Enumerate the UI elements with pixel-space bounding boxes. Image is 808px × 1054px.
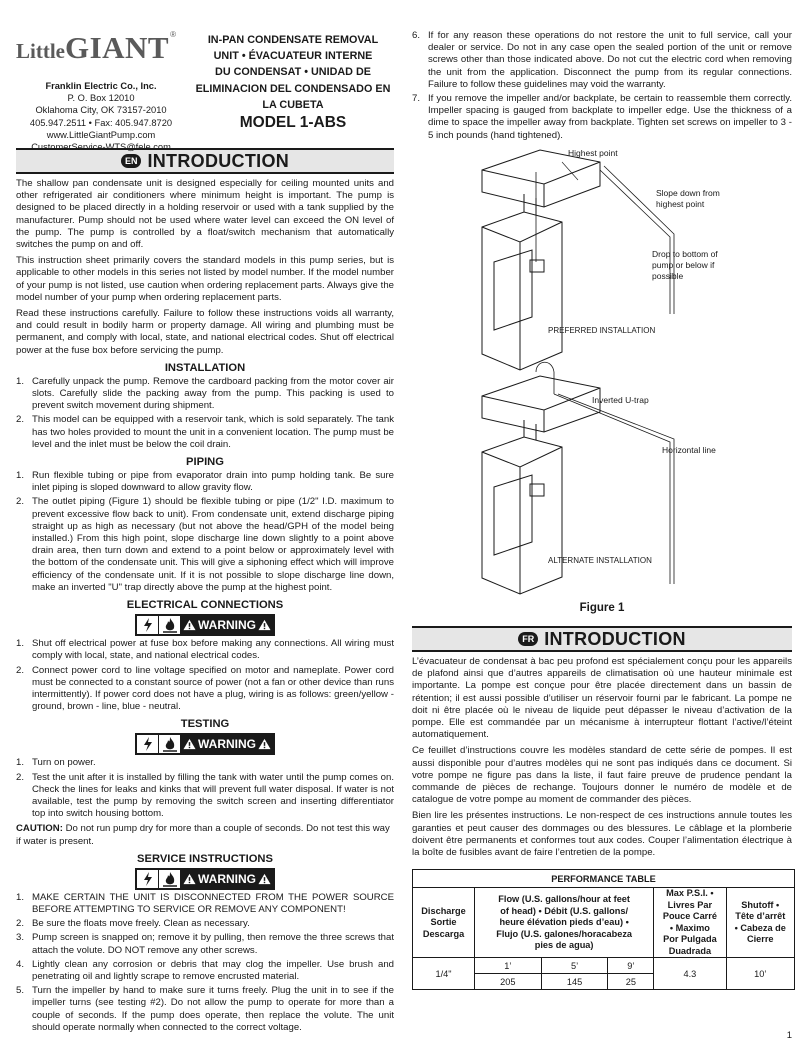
warning-triangle-icon	[258, 738, 271, 750]
fire-icon	[159, 616, 181, 634]
list-item: 2. Test the unit after it is installed by filling the tank with water until the pump comes on. Check the lines for leaks and kinks that will prevent full water disposal. If water is not available, test the pump by removing the switch screen and inserting differentiator top into switch housing bottom.	[16, 771, 394, 820]
warning-label: WARNING	[16, 868, 394, 890]
fr-introduction-banner: FR INTRODUCTION	[412, 626, 792, 652]
psi-cell: 4.3	[654, 958, 726, 990]
warning-triangle-icon	[183, 873, 196, 885]
list-item: 3. Pump screen is snapped on; remove it by pulling, then remove the three screws that attach the volute. DO NOT remove any other screws.	[16, 932, 394, 956]
preferred-installation-label: PREFERRED INSTALLATION	[548, 326, 656, 335]
flow-header: Flow (U.S. gallons/hour at feet of head) • Débit (U.S. gallons/ heure élévation pieds d’eau) • Flujo (U.S. galones/horacabeza pies de agua)	[475, 888, 654, 958]
fire-icon	[159, 870, 181, 888]
service-steps-continued	[412, 30, 792, 142]
fr-intro-paragraph: Bien lire les présentes instructions. Le non-respect de ces instructions annule toutes les garanties et peut causer des dommages ou des blessures. Le câblage et la plomberie doivent être permanents et conformes tout aux codes. Couper l’alimentation électrique à la boîte de fusibles avant de faire l’entretien de la pompe.	[412, 810, 792, 859]
fire-icon	[159, 735, 181, 753]
list-item: 4. Lightly clean any corrosion or debris that may clog the impeller. Use brush and penetrating oil and lightly scrape to remove encrusted material.	[16, 958, 394, 982]
warning-triangle-icon	[258, 619, 271, 631]
list-item: 1. MAKE CERTAIN THE UNIT IS DISCONNECTED FROM THE POWER SOURCE BEFORE ATTEMPTING TO SERVICE OR REMOVE ANY COMPONENT!	[16, 891, 394, 915]
preferred-installation-drawing	[482, 150, 674, 370]
list-item: 2. This model can be equipped with a reservoir tank, which is sold separately. The tank has two holes provided to mount the unit in a convenient location. The pump must be level and the inlet must be below the coil drain.	[16, 414, 394, 450]
shutoff-cell: 10’	[726, 958, 794, 990]
warning-triangle-icon	[183, 619, 196, 631]
installation-steps	[16, 376, 394, 451]
alternate-installation-label: ALTERNATE INSTALLATION	[548, 556, 652, 565]
list-item: 7. If you remove the impeller and/or backplate, be certain to reassemble them correctly. Impeller spacing is gauged from backplate to impeller edge. Use the thickness of a dime to space the impeller away from backplate. Tighten set screws on impeller to 3 - 5 inch pounds (hand tightened).	[412, 93, 792, 141]
highest-point-label: Highest point	[568, 148, 618, 158]
testing-steps	[16, 757, 394, 820]
slope-label-line1: Slope down from	[656, 188, 720, 198]
flow-cell: 145	[541, 974, 608, 990]
inverted-u-trap-label: Inverted U-trap	[592, 395, 649, 405]
electric-shock-icon	[137, 870, 159, 888]
page-number: 1	[786, 1030, 792, 1041]
warning-label: WARNING	[16, 614, 394, 636]
piping-steps	[16, 470, 394, 594]
discharge-cell: 1/4"	[413, 958, 475, 990]
drop-label-line3: possible	[652, 271, 684, 281]
list-item: 5. Turn the impeller by hand to make sure it turns freely. Plug the unit in to see if the impeller turns (see testing #2). Do not allow the pump to operate for more than a couple of seconds. If the pump does operate, then replace the volute. The unit should operate normally when connected to the correct voltage.	[16, 985, 394, 1033]
intro-paragraph: Read these instructions carefully. Failure to follow these instructions voids all warranty, and could result in bodily harm or property damage. All wiring and plumbing must be permanent, and comply with local, state, and national electrical codes. Shut off electrical power at the fuse box before servicing the pump.	[16, 308, 394, 356]
warning-triangle-icon	[258, 873, 271, 885]
en-language-badge: EN	[121, 154, 142, 168]
website-link[interactable]: www.LittleGiantPump.com	[46, 129, 156, 140]
fr-intro-paragraph: L’évacuateur de condensat à bac peu profond est spécialement conçu pour les appareils de plafond ainsi que d’autres appareils de climatisation où une hauteur minimale est importante. La pompe est conçue pour être placée directement dans un bassin de rétention; il est aussi possible d’utiliser un réservoir fourni par le fabricant. La pompe ne doit ni être placée où le niveau de liquide peut dépasser le niveau d’activation de la pompe. Elle est commandée par un mécanisme à interrupteur flottant l’active/l’éteint automatiquement.	[412, 656, 792, 741]
warning-triangle-icon	[183, 738, 196, 750]
drop-label-line1: Drop to bottom of	[652, 249, 718, 259]
drop-label-line2: pump or below if	[652, 260, 715, 270]
header	[16, 28, 394, 153]
horizontal-line-label: Horizontal line	[662, 445, 716, 455]
document-title: IN-PAN CONDENSATE REMOVAL UNIT • ÉVACUATEUR INTERNE DU CONDENSAT • UNIDAD DE ELIMINACION DEL CONDENSADO EN LA CUBETA MODEL 1-ABS	[186, 28, 394, 144]
warning-label: WARNING	[16, 733, 394, 755]
installation-figure	[412, 132, 792, 602]
fr-intro-paragraph: Ce feuillet d’instructions couvre les modèles standard de cette série de pompes. Il est aussi disponible pour d’autres modèles qui ne sont pas indiqués dans ce document. Si votre pompe ne figure pas dans la liste, il faut faire preuve de prudence pendant la commande de pièces de rechange. Toujours donner le numéro de modèle et de catalogue de votre pompe au moment de commander des pièces.	[412, 745, 792, 806]
electrical-steps	[16, 638, 394, 713]
fr-language-badge: FR	[518, 632, 538, 646]
en-introduction-banner: EN INTRODUCTION	[16, 148, 394, 174]
email-link[interactable]: CustomerService-WTS@fele.com	[31, 142, 171, 153]
service-steps	[16, 892, 394, 1034]
intro-paragraph: The shallow pan condensate unit is designed especially for ceiling mounted units and other refrigerated air conditioners where minimum height is important. The pump is designed to be placed directly in a holding reservoir or used with a tank supplied by the manufacturer. Pump should not be used where water level can exceed the ON level of the pump. The pump is controlled by a float/switch mechanism that automatically switches the pump on and off.	[16, 178, 394, 251]
max-psi-header: Max P.S.I. • Livres Par Pouce Carré • Maximo Por Pulgada Duadrada	[654, 888, 726, 958]
service-instructions-heading: SERVICE INSTRUCTIONS	[137, 852, 273, 865]
list-item: 2. The outlet piping (Figure 1) should be flexible tubing or pipe (1/2" I.D. maximum to prevent excessive flow back to unit). From condensate unit, extend discharge piping straight up as high as necessary (but not above the head/GPH of the model being installed.) From this high point, slope discharge line down slightly to a point above drain area, then turn down and extend to a point below or approximately level with the bottom of the condensate unit. This will give a siphoning effect which will improve efficiency of the condensate unit. If it is not possible to slope discharge line down, make an inverted "U" trap directly above the pump at the highest point.	[16, 496, 394, 593]
intro-paragraph: This instruction sheet primarily covers the standard models in this pump series, but is applicable to other models in this series not listed by model number. If the model number of your pump is not listed, use caution when ordering replacement parts. Always give the model number of your pump when ordering replacement parts.	[16, 255, 394, 303]
list-item: 2. Connect power cord to line voltage specified on motor and nameplate. Power cord must be connected to a constant source of power (not a fan or other device than runs intermittently). If power cord does not have a plug, wiring is as follows: green/yellow - ground, brown - line, blue - neutral.	[16, 664, 394, 713]
list-item: 6. If for any reason these operations do not restore the unit to full service, call your dealer or service. Do not in any case open the sealed portion of the unit or remove screws other than those indicated above. Do not cut the electric cord when removing the unit from the application. Disconnect the pump from its regular connections. Failure to follow these guidelines may void the warranty.	[412, 30, 792, 90]
head-cell: 5’	[541, 958, 608, 974]
list-item: 1. Carefully unpack the pump. Remove the cardboard packing from the motor cover air slots. Carefully slide the packing away from the pump. This packing is used to prevent switch movement during shipment.	[16, 375, 394, 412]
electric-shock-icon	[137, 616, 159, 634]
list-item: 2. Be sure the floats move freely. Clean as necessary.	[16, 918, 250, 930]
caution-note: CAUTION: Do not run pump dry for more than a couple of seconds. Do not test this way if water is present.	[16, 823, 390, 847]
testing-heading: TESTING	[180, 718, 230, 731]
head-cell: 9’	[608, 958, 654, 974]
flow-cell: 25	[608, 974, 654, 990]
list-item: 1. Run flexible tubing or pipe from evaporator drain into pump holding tank. Be sure inlet piping is sloped downward to allow gravity flow.	[16, 470, 394, 494]
installation-heading: INSTALLATION	[164, 361, 246, 374]
table-row	[413, 958, 795, 974]
electric-shock-icon	[137, 735, 159, 753]
piping-heading: PIPING	[186, 456, 224, 469]
left-column	[16, 28, 394, 1034]
performance-table	[412, 869, 795, 990]
discharge-header: Discharge Sortie Descarga	[413, 888, 475, 958]
electrical-connections-heading: ELECTRICAL CONNECTIONS	[126, 599, 284, 612]
figure-caption: Figure 1	[579, 602, 625, 614]
flow-cell: 205	[475, 974, 542, 990]
model-number: MODEL 1-ABS	[239, 114, 347, 132]
right-column	[412, 28, 792, 987]
performance-table-title: PERFORMANCE TABLE	[413, 870, 795, 888]
slope-label-line2: highest point	[656, 199, 705, 209]
little-giant-logo: Little GIANT ®	[16, 30, 177, 65]
head-cell: 1’	[475, 958, 542, 974]
shutoff-header: Shutoff • Tête d’arrêt • Cabeza de Cierre	[726, 888, 794, 958]
list-item: 1. Turn on power.	[16, 757, 96, 769]
list-item: 1. Shut off electrical power at fuse box before making any connections. All wiring must comply with local, state, and national electrical codes.	[16, 638, 394, 662]
company-address: Franklin Electric Co., Inc. P. O. Box 12010 Oklahoma City, OK 73157-2010 405.947.2511 • Fax: 405.947.8720 www.LittleGiantPump.com CustomerService-WTS@fele.com	[16, 80, 186, 153]
